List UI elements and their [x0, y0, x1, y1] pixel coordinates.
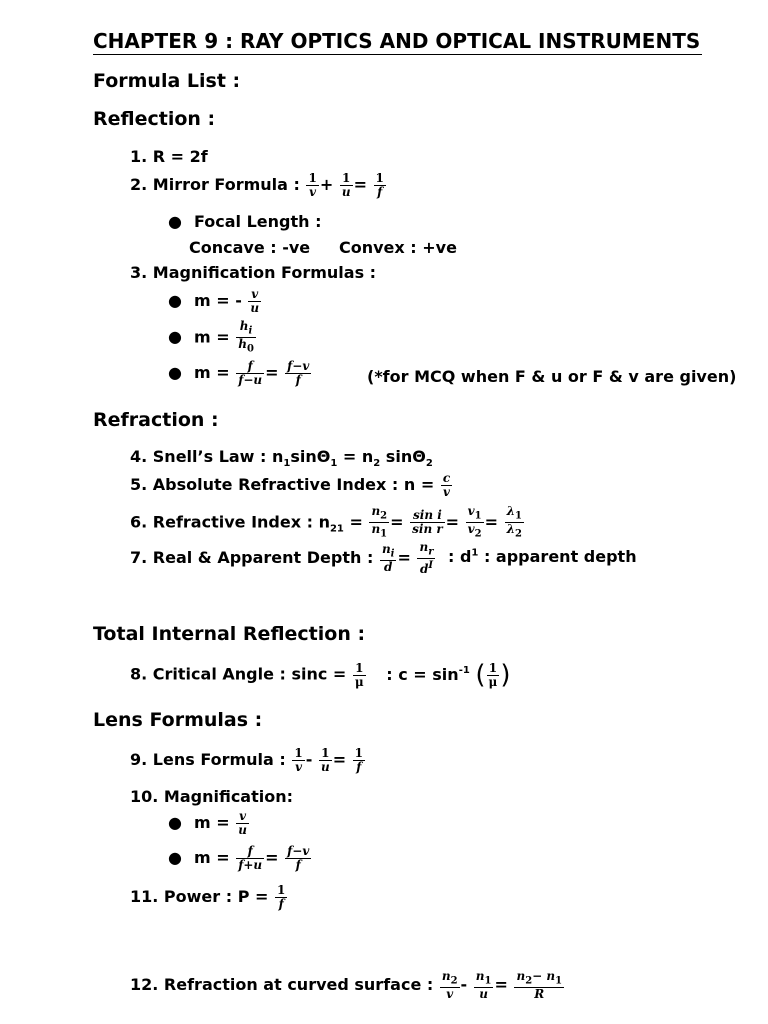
fraction: $\frac{n_2}{n_1}$ [371, 504, 388, 540]
m-label: m = [193, 327, 230, 347]
formula-item-8: 8. Critical Angle : sinc = $\frac{1}{\mu}$ : $c = \sin^{-1}$ ( $\frac{1}{\mu}$ ) [130, 660, 511, 690]
critical-angle-c: : c = sin [386, 664, 459, 684]
left-paren: ( [475, 660, 486, 690]
fraction: $\frac{\text{sin i}}{\text{sin r}}$ [412, 508, 443, 537]
formula-item-2: 2. Mirror Formula : $\frac{1}{v}$ + $\frac{1}{u}$ = $\frac{1}{f}$ [130, 171, 384, 199]
convex-sign: Convex : +ve [339, 238, 457, 257]
focal-length-label: Focal Length : [193, 212, 322, 231]
concave-sign: Concave : -ve [189, 238, 311, 257]
absolute-index-label: 5. Absolute Refractive Index : n = [130, 475, 435, 494]
formula-item-12: 12. Refraction at curved surface : $\frac{n_2}{v}$ - $\frac{n_1}{u}$ = $\frac{n_2- n_1}{R}$ [130, 969, 563, 1002]
m-label: m = - [193, 291, 242, 310]
bullet-focal-length: ● Focal Length : [168, 212, 322, 231]
fraction: $\frac{f-v}{f}$ [287, 359, 310, 387]
apparent-depth-note: : $d^1$ : apparent depth [448, 547, 637, 566]
fraction: $\frac{v}{u}$ [238, 809, 247, 837]
fraction: $\frac{c}{v}$ [442, 471, 451, 499]
formula-item-10: 10. Magnification: [130, 787, 294, 806]
power-label: 11. Power : P = [130, 887, 269, 906]
bullet-magnification-1: ● m = - $\frac{v}{u}$ [168, 287, 260, 315]
right-paren: ) [500, 660, 511, 690]
page-title: CHAPTER 9 : RAY OPTICS AND OPTICAL INSTRUMENTS [93, 29, 701, 53]
apparent-depth-prefix: : d [448, 547, 472, 566]
curved-surface-label: 12. Refraction at curved surface : [130, 975, 434, 995]
heading-formula-list: Formula List : [93, 70, 241, 92]
fraction: $\frac{1}{v}$ [308, 171, 317, 199]
fraction: $\frac{f}{f+u}$ [238, 844, 263, 872]
fraction: $\frac{1}{f}$ [354, 746, 364, 774]
bullet-magnification-2: ● m = $\frac{h_i}{h_0}$ [168, 319, 254, 355]
formula-item-5 [130, 472, 453, 499]
formula-item-6: 6. Refractive Index : $n_{21}$ = $\frac{n_2}{n_1}$ = $\frac{\text{sin i}}{\text{sin r}}$ = $\frac{v_1}{v_2}$ = $\frac{\lambda_1}{\lambda_2}$ [130, 504, 522, 540]
fraction: $\frac{1}{v}$ [294, 746, 303, 774]
fraction: $\frac{v}{u}$ [250, 287, 260, 315]
fraction: $\frac{h_i}{h_0}$ [238, 319, 254, 355]
fraction: $\frac{1}{f}$ [276, 883, 286, 911]
critical-angle-label: 8. Critical Angle : sinc = [130, 664, 347, 684]
heading-reflection: Reflection : [93, 108, 216, 130]
snells-law-label: 4. Snell’s Law : n [130, 447, 284, 466]
fraction: $\frac{1}{\mu}$ [488, 660, 498, 689]
fraction: $\frac{n_2}{v}$ [441, 969, 458, 1002]
fraction: $\frac{1}{f}$ [375, 171, 384, 199]
bullet-lens-magnification-2: ● m = $\frac{f}{f+u}$ = $\frac{f-v}{f}$ [168, 844, 310, 872]
fraction: $\frac{1}{u}$ [320, 746, 330, 774]
fraction: $\frac{n_2- n_1}{R}$ [516, 969, 563, 1002]
bullet-magnification-3: ● m = $\frac{f}{f-u}$ = $\frac{f-v}{f}$ [168, 359, 310, 387]
formula-item-11 [130, 884, 288, 911]
m-label: m = [193, 848, 230, 867]
apparent-depth-text: : apparent depth [478, 547, 637, 566]
formula-item-7: 7. Real & Apparent Depth : $\frac{n_i}{d}$ = $\frac{n_r}{d^I}$ [130, 540, 434, 577]
lens-formula-label: 9. Lens Formula : [130, 750, 286, 769]
fraction: $\frac{f}{f-u}$ [238, 359, 263, 387]
refractive-index-label: 6. Refractive Index : n [130, 512, 330, 532]
depth-label: 7. Real & Apparent Depth : [130, 548, 374, 568]
heading-lens-formulas: Lens Formulas : [93, 709, 263, 731]
formula-item-1: 1. R = 2f [130, 147, 208, 166]
fraction: $\frac{1}{u}$ [341, 171, 351, 199]
mirror-formula-label: 2. Mirror Formula : [130, 175, 300, 194]
m-label: m = [193, 813, 230, 832]
formula-item-4: 4. Snell’s Law : $n_1\sin\Theta_1 = n_2$ sinΘ$_2$ [130, 447, 433, 470]
m-label: m = [193, 363, 230, 382]
fraction: $\frac{1}{\mu}$ [354, 660, 364, 689]
fraction: $\frac{\lambda_1}{\lambda_2}$ [506, 504, 522, 540]
formula-item-3: 3. Magnification Formulas : [130, 263, 377, 282]
fraction: $\frac{f-v}{f}$ [287, 844, 310, 872]
heading-total-internal-reflection: Total Internal Reflection : [93, 623, 366, 645]
heading-refraction: Refraction : [93, 409, 219, 431]
fraction: $\frac{n_i}{d}$ [381, 542, 395, 575]
fraction: $\frac{n_r}{d^I}$ [419, 540, 434, 577]
mcq-note: (*for MCQ when F & u or F & v are given) [367, 367, 737, 386]
fraction: $\frac{n_1}{u}$ [475, 969, 492, 1002]
formula-item-9: 9. Lens Formula : $\frac{1}{v}$ - $\frac{1}{u}$ = $\frac{1}{f}$ [130, 746, 364, 774]
fraction: $\frac{v_1}{v_2}$ [467, 504, 482, 540]
bullet-lens-magnification-1: ● m = $\frac{v}{u}$ [168, 809, 247, 837]
